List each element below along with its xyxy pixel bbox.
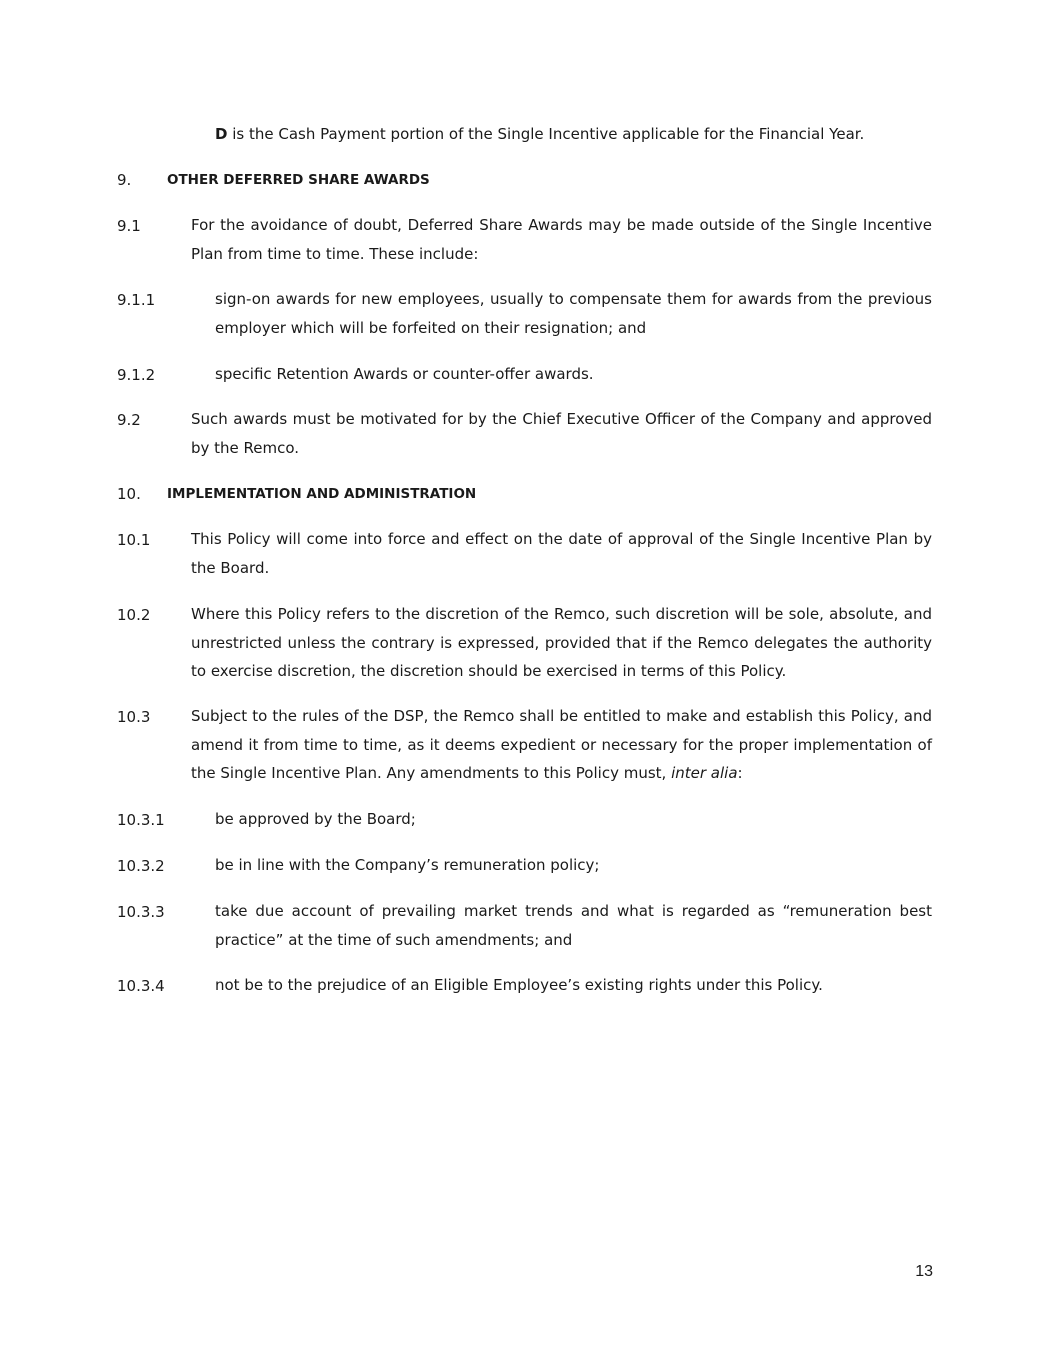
subclause-text: take due account of prevailing market trends and what is regarded as “remuneration best practice” at the time of such amendments; and	[215, 902, 932, 949]
subclause-number: 10.3.3	[117, 903, 165, 921]
section-heading: OTHER DEFERRED SHARE AWARDS	[167, 172, 430, 188]
subclause-text: be approved by the Board;	[215, 810, 416, 828]
subclause-number: 9.1.2	[117, 366, 156, 384]
formula-definition-text: is the Cash Payment portion of the Single Incentive applicable for the Financial Year.	[227, 125, 865, 143]
formula-variable: D	[215, 125, 228, 143]
page-number: 13	[915, 1263, 933, 1280]
clause-text	[191, 702, 932, 788]
clause-number: 10.3	[117, 708, 151, 726]
clause-number: 9.2	[117, 411, 141, 429]
clause-number: 10.1	[117, 531, 151, 549]
clause-text: This Policy will come into force and effect on the date of approval of the Single Incentive Plan by the Board.	[191, 530, 932, 577]
subclause-text: specific Retention Awards or counter-offer awards.	[215, 365, 594, 383]
clause-text-italic: inter alia	[671, 764, 738, 782]
subclause-number: 10.3.1	[117, 811, 165, 829]
subclause-number: 10.3.2	[117, 857, 165, 875]
subclause-text: not be to the prejudice of an Eligible Employee’s existing rights under this Policy.	[215, 976, 823, 994]
subclause-number: 9.1.1	[117, 291, 156, 309]
clause-text: For the avoidance of doubt, Deferred Share Awards may be made outside of the Single Incentive Plan from time to time. These include:	[191, 216, 932, 263]
formula-definition	[215, 124, 864, 144]
clause-text-main: Subject to the rules of the DSP, the Remco shall be entitled to make and establish this Policy, and amend it from time to time, as it deems expedient or necessary for the proper implementation of the Single Incentive Plan. Any amendments to this Policy must,	[191, 707, 932, 782]
section-number: 9.	[117, 171, 132, 189]
section-number: 10.	[117, 485, 141, 503]
section-heading: IMPLEMENTATION AND ADMINISTRATION	[167, 486, 477, 502]
clause-number: 9.1	[117, 217, 141, 235]
clause-text-end: :	[737, 764, 743, 782]
clause-number: 10.2	[117, 606, 151, 624]
subclause-text: sign-on awards for new employees, usually to compensate them for awards from the previous employer which will be forfeited on their resignation; and	[215, 290, 932, 337]
subclause-number: 10.3.4	[117, 977, 165, 995]
clause-text: Such awards must be motivated for by the Chief Executive Officer of the Company and approved by the Remco.	[191, 410, 932, 457]
clause-text: Where this Policy refers to the discretion of the Remco, such discretion will be sole, absolute, and unrestricted unless the contrary is expressed, provided that if the Remco delegates the authority to exercise discretion, the discretion should be exercised in terms of this Policy.	[191, 605, 932, 680]
subclause-text: be in line with the Company’s remuneration policy;	[215, 856, 600, 874]
